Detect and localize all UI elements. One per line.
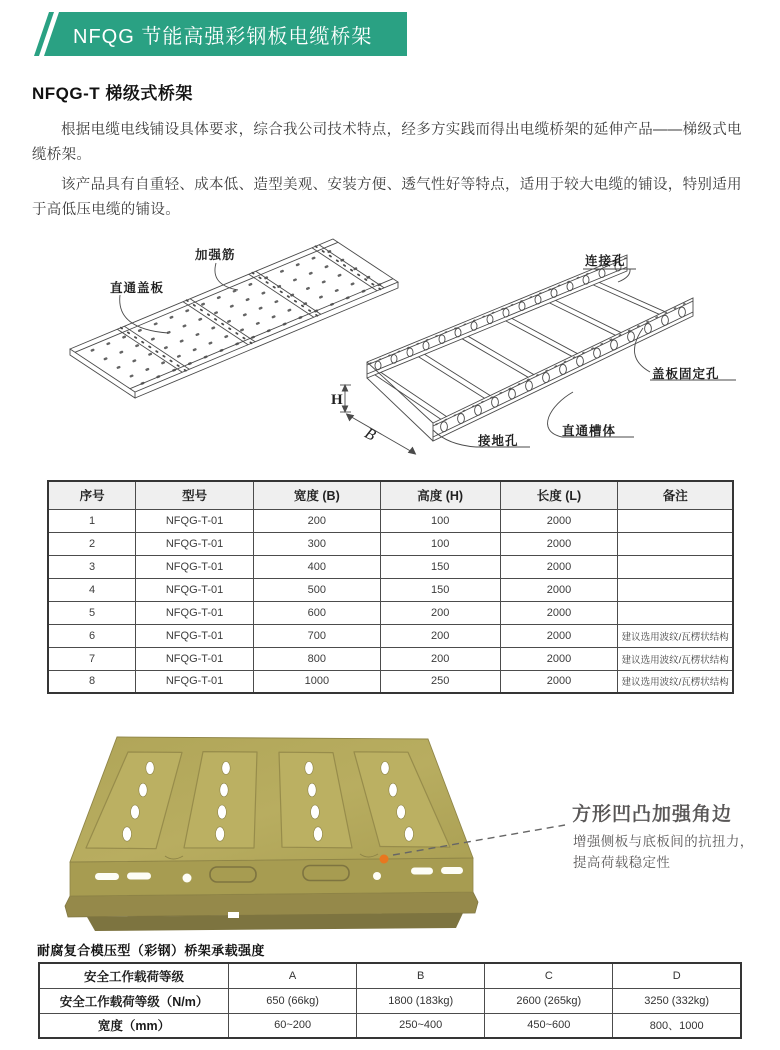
table-cell: 1000 <box>253 670 380 693</box>
table-cell <box>618 578 733 601</box>
table-cell: 2000 <box>500 509 618 532</box>
table-cell: NFQG-T-01 <box>136 647 254 670</box>
table-cell: 2000 <box>500 670 618 693</box>
table-cell: 100 <box>380 509 500 532</box>
table-cell: 3250 (332kg) <box>613 988 741 1013</box>
spec-table-header-row <box>48 481 733 509</box>
table-header-cell: 备注 <box>618 481 733 509</box>
table-cell: NFQG-T-01 <box>136 601 254 624</box>
table-cell: 宽度（mm） <box>39 1013 229 1038</box>
table-cell: 安全工作载荷等级 <box>39 963 229 988</box>
table-cell: 3 <box>48 555 136 578</box>
callout-desc-line1: 增强侧板与底板间的抗扭力， <box>573 834 754 849</box>
table-cell: 250~400 <box>357 1013 485 1038</box>
table-cell: B <box>357 963 485 988</box>
table-row <box>48 647 733 670</box>
table-cell: 200 <box>380 624 500 647</box>
connect-hole-label: 连接孔 <box>585 254 626 268</box>
callout-description <box>573 831 754 873</box>
table-cell: 2000 <box>500 578 618 601</box>
table-cell: NFQG-T-01 <box>136 624 254 647</box>
table-cell: 2600 (265kg) <box>485 988 613 1013</box>
table-row <box>48 555 733 578</box>
table-cell: 250 <box>380 670 500 693</box>
table-cell: 150 <box>380 555 500 578</box>
spec-table <box>47 480 734 694</box>
base-notch <box>228 912 239 918</box>
table-cell: C <box>485 963 613 988</box>
table-cell: NFQG-T-01 <box>136 555 254 578</box>
table-header-cell: 型号 <box>136 481 254 509</box>
table-row <box>48 601 733 624</box>
paragraph-2: 该产品具有自重轻、成本低、造型美观、安装方便、透气性好等特点，适用于较大电缆的铺设，特别适用于高低压电缆的铺设。 <box>32 177 742 218</box>
table-cell: 60~200 <box>229 1013 357 1038</box>
table-row <box>39 988 741 1013</box>
table-cell: 建议选用波纹/瓦楞状结构 <box>618 670 733 693</box>
table-cell: 200 <box>380 601 500 624</box>
table-cell: 800、1000 <box>613 1013 741 1038</box>
table-cell: 150 <box>380 578 500 601</box>
product-photo <box>45 716 760 938</box>
table-row <box>39 1013 741 1038</box>
table-cell <box>618 601 733 624</box>
table-header-cell: 高度 (H) <box>380 481 500 509</box>
table-cell: 1800 (183kg) <box>357 988 485 1013</box>
line-art <box>30 233 760 471</box>
table-row <box>48 670 733 693</box>
table-row <box>39 963 741 988</box>
trunk-body-label: 直通槽体 <box>562 424 617 438</box>
rib-label: 加强筋 <box>195 248 236 262</box>
table-cell: 400 <box>253 555 380 578</box>
callout-desc-line2: 提高荷载稳定性 <box>573 855 671 870</box>
table-cell: 6 <box>48 624 136 647</box>
table-header-cell: 长度 (L) <box>500 481 618 509</box>
table-cell: A <box>229 963 357 988</box>
table-cell: 2000 <box>500 624 618 647</box>
section-title: NFQG-T 梯级式桥架 <box>32 84 193 103</box>
table-header-cell: 宽度 (B) <box>253 481 380 509</box>
table-cell: 4 <box>48 578 136 601</box>
table-cell: 200 <box>380 647 500 670</box>
table-cell: 300 <box>253 532 380 555</box>
table-row <box>48 509 733 532</box>
table-cell: 450~600 <box>485 1013 613 1038</box>
table-cell: 5 <box>48 601 136 624</box>
page-banner <box>27 12 407 58</box>
intro-paragraphs <box>32 118 748 228</box>
table-cell: 2000 <box>500 601 618 624</box>
table-cell: 2000 <box>500 647 618 670</box>
cover-label: 直通盖板 <box>110 281 165 295</box>
table-row <box>48 532 733 555</box>
table-cell: 安全工作载荷等级（N/m） <box>39 988 229 1013</box>
dim-b-label: B <box>361 424 379 445</box>
dim-h-label: H <box>331 392 343 408</box>
table-cell: 2000 <box>500 555 618 578</box>
load-table <box>38 962 742 1039</box>
table-cell: 2000 <box>500 532 618 555</box>
cover-fix-hole-label: 盖板固定孔 <box>652 367 720 381</box>
callout-marker-dot <box>380 855 389 864</box>
load-table-title: 耐腐复合模压型（彩钢）桥架承载强度 <box>37 943 265 958</box>
table-cell: 500 <box>253 578 380 601</box>
technical-diagram <box>30 233 760 471</box>
table-cell: NFQG-T-01 <box>136 670 254 693</box>
banner-title: NFQG 节能高强彩钢板电缆桥架 <box>73 26 373 48</box>
table-row <box>48 578 733 601</box>
table-cell <box>618 555 733 578</box>
table-cell: NFQG-T-01 <box>136 532 254 555</box>
table-cell: 200 <box>253 509 380 532</box>
table-cell: D <box>613 963 741 988</box>
table-cell: 600 <box>253 601 380 624</box>
table-cell <box>618 509 733 532</box>
table-cell: NFQG-T-01 <box>136 578 254 601</box>
table-cell: NFQG-T-01 <box>136 509 254 532</box>
table-cell: 800 <box>253 647 380 670</box>
table-cell: 建议选用波纹/瓦楞状结构 <box>618 624 733 647</box>
table-cell: 700 <box>253 624 380 647</box>
table-cell: 650 (66kg) <box>229 988 357 1013</box>
table-cell: 7 <box>48 647 136 670</box>
table-cell <box>618 532 733 555</box>
paragraph-1: 根据电缆电线铺设具体要求，综合我公司技术特点，经多方实践而得出电缆桥架的延伸产品——梯级式电缆桥架。 <box>32 122 742 163</box>
table-cell: 8 <box>48 670 136 693</box>
callout-title: 方形凹凸加强角边 <box>572 804 733 825</box>
table-header-cell: 序号 <box>48 481 136 509</box>
table-cell: 2 <box>48 532 136 555</box>
table-cell: 100 <box>380 532 500 555</box>
table-cell: 1 <box>48 509 136 532</box>
table-cell: 建议选用波纹/瓦楞状结构 <box>618 647 733 670</box>
ground-hole-label: 接地孔 <box>478 434 519 448</box>
table-row <box>48 624 733 647</box>
